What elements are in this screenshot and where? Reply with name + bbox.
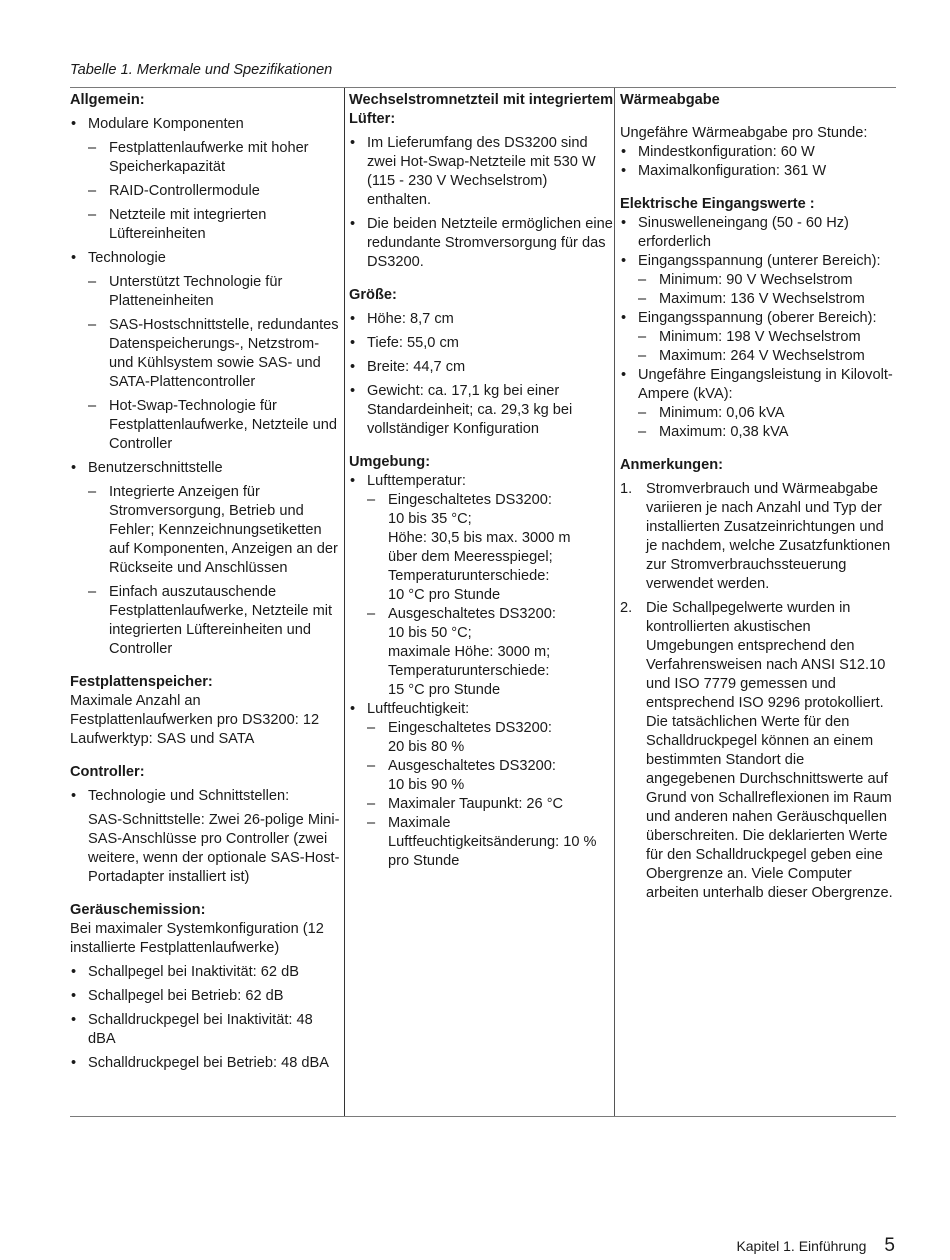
page-number: 5	[884, 1235, 895, 1256]
list-item: • Eingangsspannung (oberer Bereich):	[620, 309, 896, 328]
list-item: – Unterstützt Technologie für Platteneinheiten	[70, 273, 344, 311]
list-item	[349, 757, 614, 795]
humidity-on-line: 20 bis 80 %	[388, 739, 465, 755]
psu-heading: Wechselstromnetzteil mit integriertem Lüfter:	[349, 92, 614, 127]
air-on-line: 10 °C pro Stunde	[388, 587, 501, 603]
spec-table	[70, 87, 896, 1117]
list-item: • Tiefe: 55,0 cm	[349, 334, 614, 353]
note-item	[620, 480, 896, 594]
list-item: – RAID-Controllermodule	[70, 182, 344, 201]
list-item: • Maximalkonfiguration: 361 W	[620, 162, 896, 181]
noise-heading: Geräuschemission:	[70, 902, 206, 918]
table-caption: Tabelle 1. Merkmale und Spezifikationen	[70, 62, 333, 78]
list-item	[349, 719, 614, 757]
list-item: • Luftfeuchtigkeit:	[349, 700, 614, 719]
disk-max: Maximale Anzahl an Festplattenlaufwerken pro DS3200: 12	[70, 693, 320, 728]
list-item: – Maximum: 0,38 kVA	[620, 423, 896, 442]
spec-column-general	[70, 88, 344, 1116]
air-off-line: Ausgeschaltetes DS3200:	[388, 606, 556, 622]
size-heading: Größe:	[349, 287, 397, 303]
humidity-off-line: Ausgeschaltetes DS3200:	[388, 758, 556, 774]
electrical-heading: Elektrische Eingangswerte :	[620, 196, 815, 212]
general-heading: Allgemein:	[70, 92, 145, 108]
note-item	[620, 599, 896, 903]
note-text: Stromverbrauch und Wärmeabgabe variieren je nach Anzahl und Typ der installierten Zusatzeinrichtungen und je nachdem, welche Zusatzfunktionen zur Stromverbrauchssteuerung verwendet werden.	[646, 481, 891, 592]
air-on-line: über dem Meeresspiegel;	[388, 549, 553, 565]
list-item: – Minimum: 90 V Wechselstrom	[620, 271, 896, 290]
list-item: – Maximum: 264 V Wechselstrom	[620, 347, 896, 366]
page-footer	[736, 1236, 895, 1256]
list-item: • Technologie und Schnittstellen:	[70, 787, 344, 806]
list-item: – Maximaler Taupunkt: 26 °C	[349, 795, 614, 814]
air-on-line: Eingeschaltetes DS3200:	[388, 492, 552, 508]
air-off-line: 10 bis 50 °C;	[388, 625, 472, 641]
list-item: • Schalldruckpegel bei Inaktivität: 48 dBA	[70, 1011, 344, 1049]
humidity-on-line: Eingeschaltetes DS3200:	[388, 720, 552, 736]
list-item: – SAS-Hostschnittstelle, redundantes Datenspeicherungs-, Netzstrom- und Kühlsystem sowie SAS- und SATA-Plattencontroller	[70, 316, 344, 392]
heat-heading: Wärmeabgabe	[620, 92, 720, 108]
list-item: • Die beiden Netzteile ermöglichen eine redundante Stromversorgung für das DS3200.	[349, 215, 614, 272]
list-item	[349, 605, 614, 700]
note-text: Die Schallpegelwerte wurden in kontrollierten akustischen Umgebungen entsprechend den Verfahrensweisen nach ANSI S12.10 und ISO 7779 gemessen und entsprechend ISO 9296 protokolliert. Die tatsächlichen Werte für den Schalldruckpegel können an einem bestimmten Standort die angegebenen Durchschnittswerte auf Grund von Schallreflexionen im Raum und anderen nahen Geräuschquellen überschreiten. Die deklarierten Werte für den Schalldruckpegel geben eine Obergrenze an. Viele Computer arbeiten unterhalb dieser Obergrenze.	[646, 600, 893, 901]
list-item: – Einfach auszutauschende Festplattenlaufwerke, Netzteile mit integrierten Lüftereinheiten und Controller	[70, 583, 344, 659]
list-item: • Benutzerschnittstelle	[70, 459, 344, 478]
list-item: • Lufttemperatur:	[349, 472, 614, 491]
air-on-line: Höhe: 30,5 bis max. 3000 m	[388, 530, 571, 546]
list-item: – Festplattenlaufwerke mit hoher Speicherkapazität	[70, 139, 344, 177]
controller-heading: Controller:	[70, 764, 145, 780]
list-item: • Schallpegel bei Inaktivität: 62 dB	[70, 963, 344, 982]
spec-column-heat	[614, 88, 896, 1116]
humidity-off-line: 10 bis 90 %	[388, 777, 465, 793]
spec-column-power	[344, 88, 614, 1116]
air-off-line: 15 °C pro Stunde	[388, 682, 501, 698]
list-item: – Netzteile mit integrierten Lüftereinheiten	[70, 206, 344, 244]
list-item: • Schalldruckpegel bei Betrieb: 48 dBA	[70, 1054, 344, 1073]
list-item: • Im Lieferumfang des DS3200 sind zwei Hot-Swap-Netzteile mit 530 W (115 - 230 V Wechselstrom) enthalten.	[349, 134, 614, 210]
air-off-line: Temperaturunterschiede:	[388, 663, 550, 679]
air-off-line: maximale Höhe: 3000 m;	[388, 644, 551, 660]
controller-text: SAS-Schnittstelle: Zwei 26-polige Mini-SAS-Anschlüsse pro Controller (zwei weitere, wenn der optionale SAS-Host-Portadapter installiert ist)	[88, 812, 340, 885]
list-item: • Technologie	[70, 249, 344, 268]
air-on-line: Temperaturunterschiede:	[388, 568, 550, 584]
list-item: • Modulare Komponenten	[70, 115, 344, 134]
list-item: • Höhe: 8,7 cm	[349, 310, 614, 329]
list-item: – Maximale Luftfeuchtigkeitsänderung: 10 % pro Stunde	[349, 814, 614, 871]
list-item: – Minimum: 198 V Wechselstrom	[620, 328, 896, 347]
list-item: • Schallpegel bei Betrieb: 62 dB	[70, 987, 344, 1006]
chapter-label: Kapitel 1. Einführung	[736, 1238, 867, 1254]
disk-heading: Festplattenspeicher:	[70, 674, 213, 690]
note-number: 2.	[620, 600, 633, 616]
noise-text: Bei maximaler Systemkonfiguration (12 installierte Festplattenlaufwerke)	[70, 921, 324, 956]
notes-heading: Anmerkungen:	[620, 457, 723, 473]
environment-heading: Umgebung:	[349, 454, 431, 470]
list-item: – Maximum: 136 V Wechselstrom	[620, 290, 896, 309]
list-item: – Integrierte Anzeigen für Stromversorgung, Betrieb und Fehler; Kennzeichnungsetiketten auf Komponenten, Anzeigen an der Rückseite und Anschlüssen	[70, 483, 344, 578]
disk-type: Laufwerktyp: SAS und SATA	[70, 731, 255, 747]
list-item: • Eingangsspannung (unterer Bereich):	[620, 252, 896, 271]
list-item: • Sinuswelleneingang (50 - 60 Hz) erforderlich	[620, 214, 896, 252]
list-item: • Breite: 44,7 cm	[349, 358, 614, 377]
list-item: • Ungefähre Eingangsleistung in Kilovolt-Ampere (kVA):	[620, 366, 896, 404]
list-item: – Minimum: 0,06 kVA	[620, 404, 896, 423]
list-item	[349, 491, 614, 605]
list-item: • Mindestkonfiguration: 60 W	[620, 143, 896, 162]
list-item: – Hot-Swap-Technologie für Festplattenlaufwerke, Netzteile und Controller	[70, 397, 344, 454]
air-on-line: 10 bis 35 °C;	[388, 511, 472, 527]
heat-text: Ungefähre Wärmeabgabe pro Stunde:	[620, 125, 868, 141]
note-number: 1.	[620, 481, 633, 497]
list-item: • Gewicht: ca. 17,1 kg bei einer Standardeinheit; ca. 29,3 kg bei vollständiger Konfiguration	[349, 382, 614, 439]
